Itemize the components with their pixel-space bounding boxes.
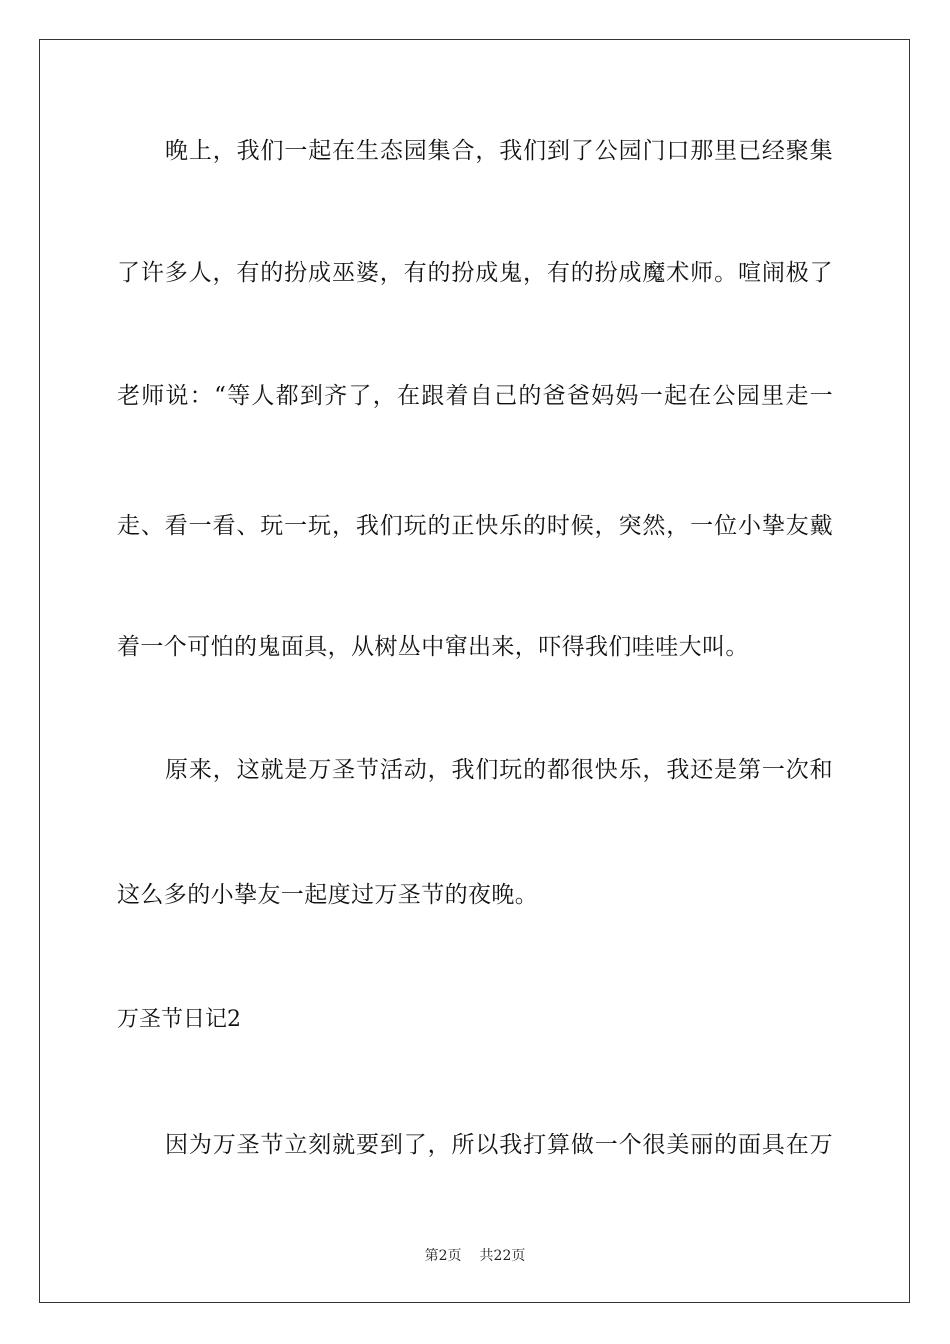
section-heading: 万圣节日记2 (117, 1007, 241, 1032)
paragraph-3-line-1: 因为万圣节立刻就要到了，所以我打算做一个很美丽的面具在万 (165, 1132, 833, 1158)
paragraph-1-line-1: 晚上，我们一起在生态园集合，我们到了公园门口那里已经聚集 (165, 138, 833, 164)
paragraph-1-line-3: 老师说：“等人都到齐了，在跟着自己的爸爸妈妈一起在公园里走一 (117, 383, 833, 409)
page-frame (39, 39, 910, 1303)
paragraph-1-line-5: 着一个可怕的鬼面具，从树丛中窜出来，吓得我们哇哇大叫。 (117, 634, 749, 660)
total-pages: 共22页 (479, 1248, 526, 1264)
paragraph-1-line-2: 了许多人，有的扮成巫婆，有的扮成鬼，有的扮成魔术师。喧闹极了 (117, 260, 833, 286)
paragraph-1-line-4: 走、看一看、玩一玩，我们玩的正快乐的时候，突然，一位小挚友戴 (117, 513, 833, 539)
page-number: 第2页 (424, 1248, 462, 1264)
paragraph-2-line-1: 原来，这就是万圣节活动，我们玩的都很快乐，我还是第一次和 (165, 757, 833, 783)
paragraph-2-line-2: 这么多的小挚友一起度过万圣节的夜晚。 (117, 882, 539, 908)
page-footer (0, 1247, 950, 1265)
